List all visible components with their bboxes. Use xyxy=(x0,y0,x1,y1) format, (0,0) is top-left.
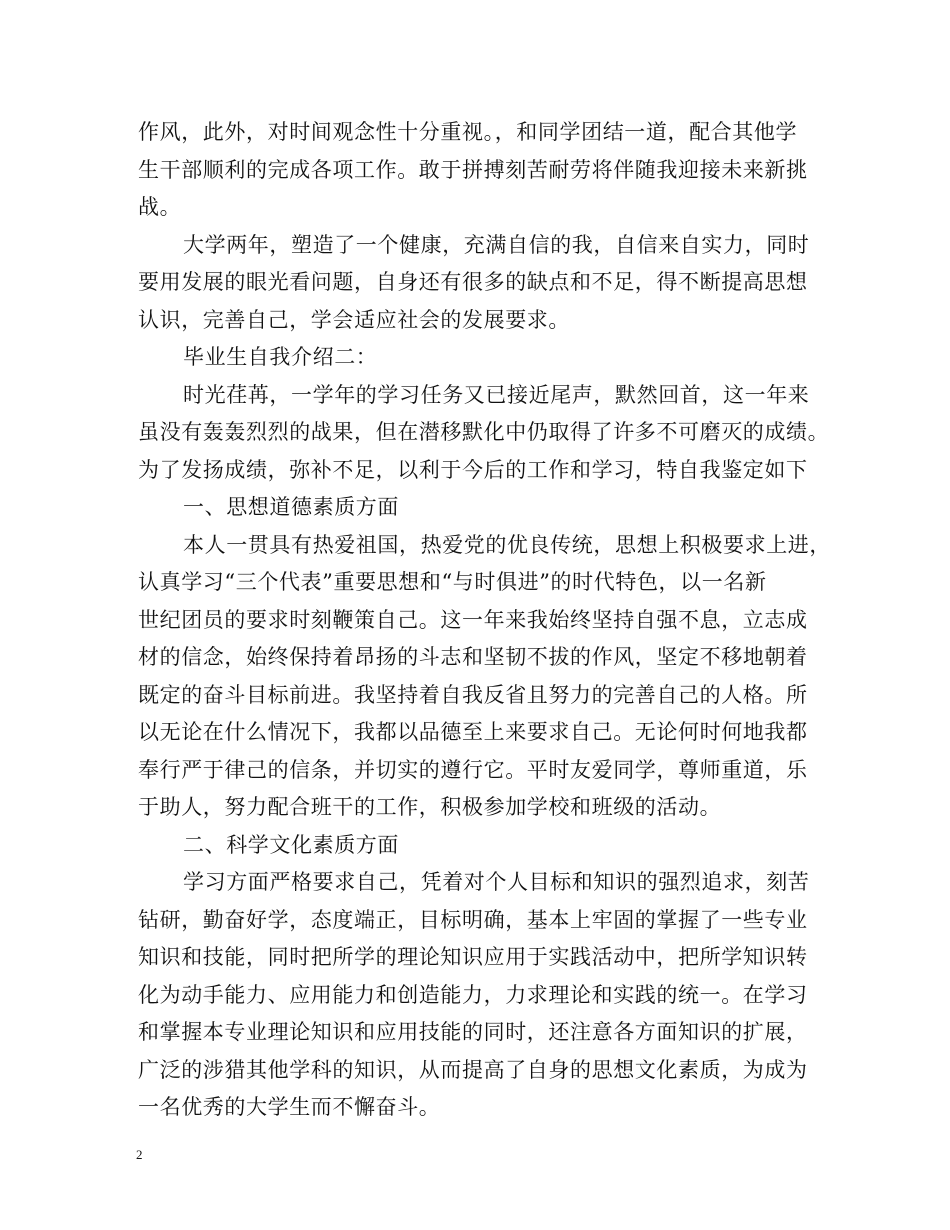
text-line: 钻研，勤奋好学，态度端正，目标明确，基本上牢固的掌握了一些专业 xyxy=(138,907,808,932)
text-line: 二、科学文化素质方面 xyxy=(183,832,399,857)
text-line: 要用发展的眼光看问题，自身还有很多的缺点和不足，得不断提高思想 xyxy=(138,270,808,294)
text-line: 战。 xyxy=(138,195,182,219)
text-line: 毕业生自我介绍二： xyxy=(183,345,378,369)
text-line: 本人一贯具有热爱祖国，热爱党的优良传统，思想上积极要求上进， xyxy=(183,532,831,557)
text-line: 知识和技能，同时把所学的理论知识应用于实践活动中，把所学知识转 xyxy=(138,945,808,969)
document-body xyxy=(138,114,831,1127)
text-line: 作风，此外，对时间观念性十分重视。，和同学团结一道，配合其他学 xyxy=(138,120,798,144)
text-line: 化为动手能力、应用能力和创造能力，力求理论和实践的统一。在学习 xyxy=(138,982,808,1007)
text-line: 奉行严于律己的信条，并切实的遵行它。平时友爱同学，尊师重道，乐 xyxy=(138,757,808,782)
text-line: 以无论在什么情况下，我都以品德至上来要求自己。无论何时何地我都 xyxy=(138,720,808,744)
text-line: 一名优秀的大学生而不懈奋斗。 xyxy=(138,1095,441,1119)
text-line: 和掌握本专业理论知识和应用技能的同时，还注意各方面知识的扩展， xyxy=(138,1020,808,1044)
page-number: 2 xyxy=(136,1147,143,1162)
text-line: 世纪团员的要求时刻鞭策自己。这一年来我始终坚持自强不息，立志成 xyxy=(138,607,808,632)
text-line: 认识，完善自己，学会适应社会的发展要求。 xyxy=(138,307,570,332)
text-line: 时光荏苒，一学年的学习任务又已接近尾声，默然回首，这一年来 xyxy=(183,382,810,407)
text-line: 学习方面严格要求自己，凭着对个人目标和知识的强烈追求，刻苦 xyxy=(183,870,810,894)
text-line: 材的信念，始终保持着昂扬的斗志和坚韧不拔的作风，坚定不移地朝着 xyxy=(138,645,808,669)
text-line: 既定的奋斗目标前进。我坚持着自我反省且努力的完善自己的人格。所 xyxy=(138,682,808,707)
text-line: 广泛的涉猎其他学科的知识，从而提高了自身的思想文化素质，为成为 xyxy=(138,1057,808,1082)
text-line: 生干部顺利的完成各项工作。敢于拼搏刻苦耐劳将伴随我迎接未来新挑 xyxy=(138,157,808,182)
text-line: 于助人，努力配合班干的工作，积极参加学校和班级的活动。 xyxy=(138,795,722,819)
text-line: 认真学习“三个代表”重要思想和“与时俱进”的时代特色，以一名新 xyxy=(138,570,767,594)
text-line: 为了发扬成绩，弥补不足，以利于今后的工作和学习，特自我鉴定如下 xyxy=(138,457,808,482)
text-line: 虽没有轰轰烈烈的战果，但在潜移默化中仍取得了许多不可磨灭的成绩。 xyxy=(138,420,830,444)
text-line: 大学两年，塑造了一个健康，充满自信的我，自信来自实力，同时 xyxy=(183,232,810,257)
text-line: 一、思想道德素质方面 xyxy=(183,495,399,519)
